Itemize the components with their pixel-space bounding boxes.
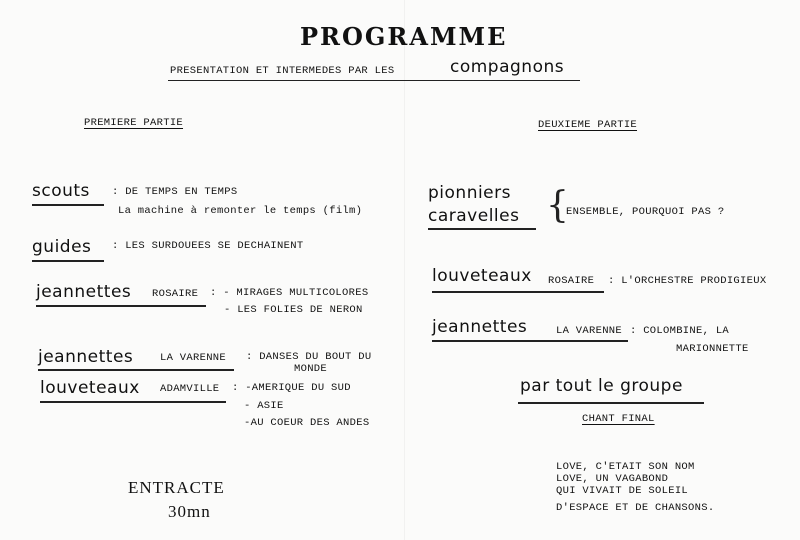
louveteaux-rosaire-item-1: : L'ORCHESTRE PRODIGIEUX [608, 275, 767, 287]
group-underline [428, 228, 536, 230]
paper-fold-line [404, 0, 405, 540]
song-line: LOVE, UN VAGABOND [556, 473, 669, 485]
par-tout-le-groupe: par tout le groupe [520, 376, 683, 396]
group-louveteaux: louveteaux [40, 378, 140, 398]
group-jeannettes: jeannettes [38, 347, 134, 367]
jeannettes-varenne-item-1: : COLOMBINE, LA [630, 325, 730, 337]
group-underline [32, 204, 104, 206]
jeannettes-rosaire-item-1: : - MIRAGES MULTICOLORES [210, 287, 369, 299]
entracte-duree: 30mn [168, 502, 211, 521]
group-caravelles: caravelles [428, 206, 520, 226]
partie2-heading: DEUXIEME PARTIE [538, 119, 638, 131]
jeannettes-varenne-item-2: MONDE [294, 363, 328, 375]
group-jeannettes: jeannettes [36, 282, 132, 302]
place-la-varenne: LA VARENNE [160, 352, 227, 364]
brace-glyph: { [546, 185, 569, 226]
scouts-item-1: : DE TEMPS EN TEMPS [112, 186, 238, 198]
entracte: ENTRACTE [128, 478, 225, 497]
page-title: PROGRAMME [300, 22, 508, 51]
jeannettes-varenne-item-1: : DANSES DU BOUT DU [246, 351, 372, 363]
song-line: D'ESPACE ET DE CHANSONS. [556, 502, 715, 514]
group-louveteaux: louveteaux [432, 266, 532, 286]
jeannettes-varenne-item-2: MARIONNETTE [676, 343, 749, 355]
scouts-item-2: La machine à remonter le temps (film) [118, 205, 363, 217]
subtitle-underline [168, 80, 580, 81]
group-underline [432, 291, 604, 293]
song-line: LOVE, C'ETAIT SON NOM [556, 461, 695, 473]
partie1-heading: PREMIERE PARTIE [84, 117, 184, 129]
song-line: QUI VIVAIT DE SOLEIL [556, 485, 689, 497]
place-rosaire: ROSAIRE [548, 275, 595, 287]
place-rosaire: ROSAIRE [152, 288, 199, 300]
group-guides: guides [32, 237, 92, 257]
jeannettes-rosaire-item-2: - LES FOLIES DE NERON [224, 304, 363, 316]
group-underline [32, 260, 104, 262]
group-underline [38, 369, 234, 371]
louveteaux-item-2: - ASIE [244, 400, 284, 412]
chant-final-heading: CHANT FINAL [582, 413, 655, 425]
group-underline [518, 402, 704, 404]
group-jeannettes: jeannettes [432, 317, 528, 337]
group-scouts: scouts [32, 181, 90, 201]
place-la-varenne: LA VARENNE [556, 325, 623, 337]
louveteaux-item-3: -AU COEUR DES ANDES [244, 417, 370, 429]
group-pionniers: pionniers [428, 183, 511, 203]
subtitle-prefix: PRESENTATION ET INTERMEDES PAR LES [170, 65, 395, 77]
group-underline [36, 305, 206, 307]
guides-item-1: : LES SURDOUEES SE DECHAINENT [112, 240, 304, 252]
louveteaux-item-1: : -AMERIQUE DU SUD [232, 382, 351, 394]
place-adamville: ADAMVILLE [160, 383, 220, 395]
subtitle-group: compagnons [450, 57, 565, 77]
group-underline [40, 401, 226, 403]
group-underline [432, 340, 628, 342]
ensemble-item: ENSEMBLE, POURQUOI PAS ? [566, 206, 725, 218]
